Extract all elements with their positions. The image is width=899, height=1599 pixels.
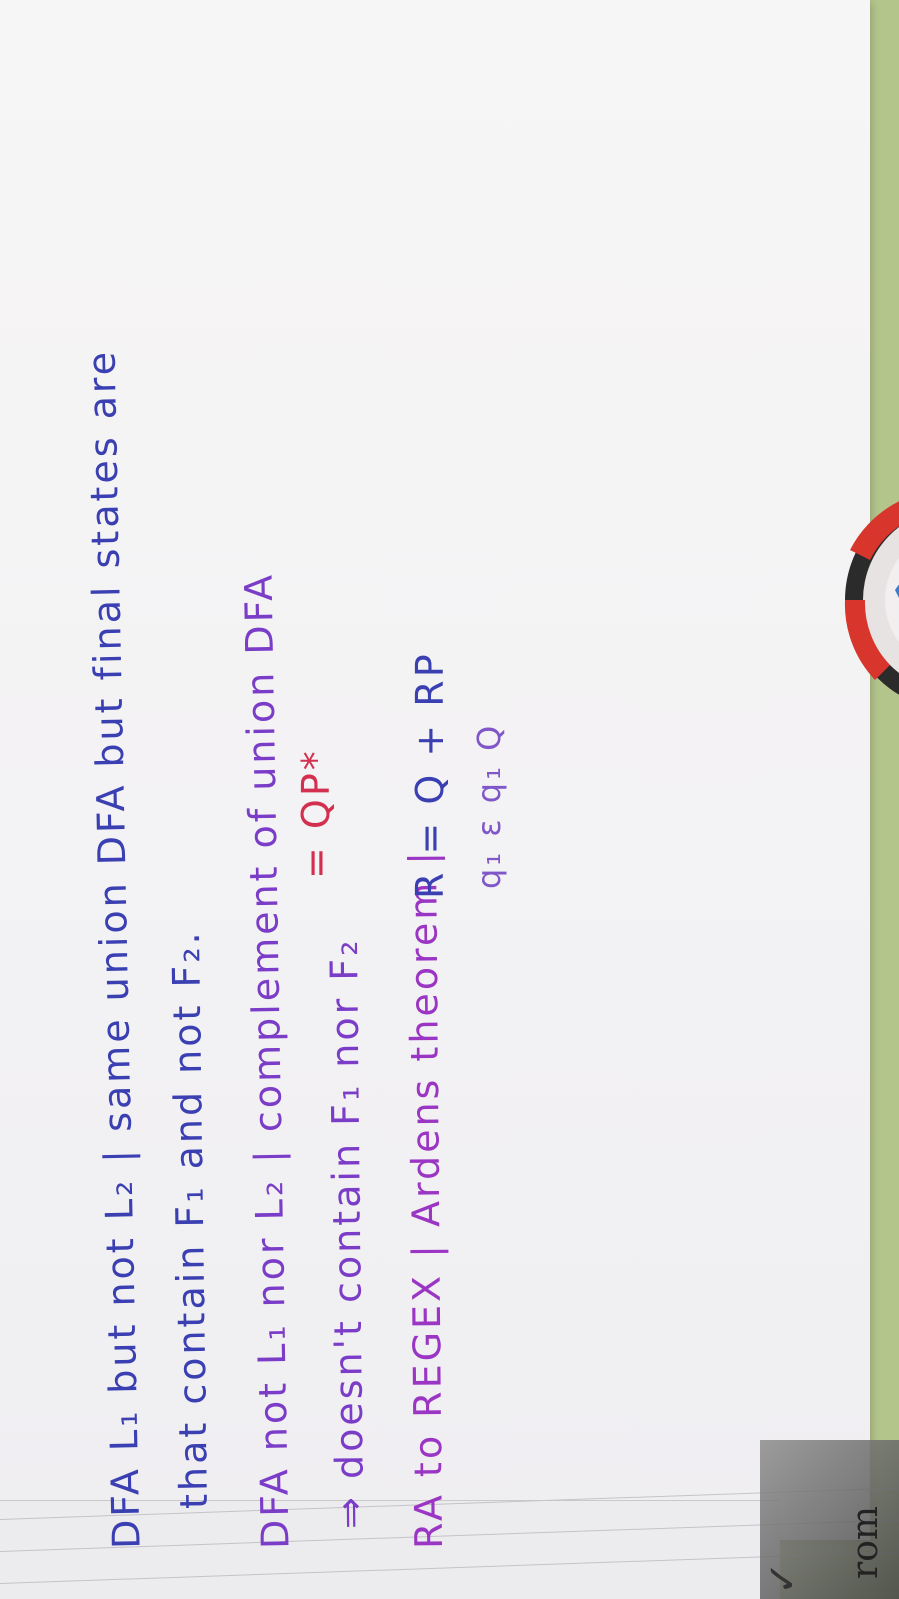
equation-state-labels: q₁ ε q₁ Q — [470, 722, 508, 889]
note-line-5: RA to REGEX | Ardens theorem | — [400, 848, 452, 1550]
note-line-1: DFA L₁ but not L₂ | same union DFA but final states are — [79, 348, 149, 1550]
note-line-3: DFA not L₁ nor L₂ | complement of union DFA — [236, 571, 298, 1550]
check-mark: ✓ — [760, 1561, 806, 1595]
arden-solution: = QP* — [294, 748, 338, 879]
note-line-4: ⇒ doesn't contain F₁ nor F₂ — [321, 937, 373, 1530]
note-line-2: that contain F₁ and not F₂. — [163, 929, 217, 1510]
background-page-text: rom — [845, 1505, 886, 1579]
arden-equation: R = Q + RP — [408, 651, 452, 899]
